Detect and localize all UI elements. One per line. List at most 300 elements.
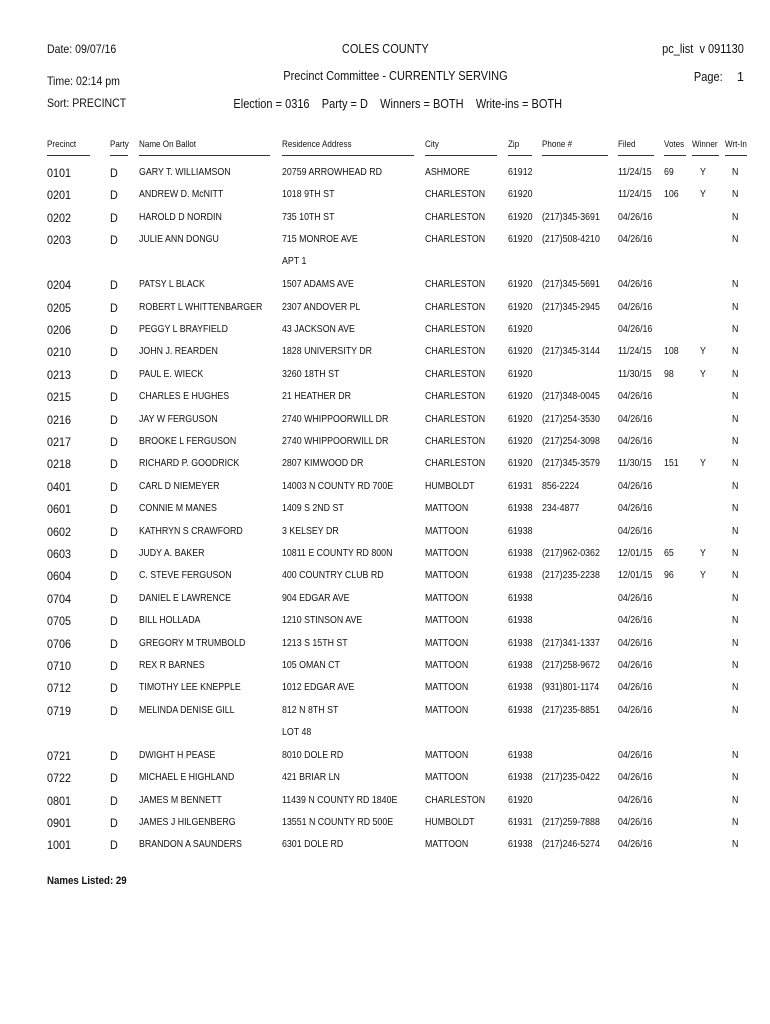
writein-cell: N	[732, 457, 739, 470]
names-listed: Names Listed: 29	[47, 875, 127, 887]
precinct-cell: 0721	[47, 748, 72, 763]
report-time: Time: 02:14 pm	[47, 74, 120, 88]
precinct-cell: 0101	[47, 166, 72, 180]
writein-cell: N	[732, 547, 739, 559]
votes-cell: 69	[664, 166, 674, 178]
address-cell: 1018 9TH ST	[282, 188, 335, 201]
filter-wrap	[0, 95, 770, 113]
writein-cell: N	[732, 367, 739, 380]
report-date: Date: 09/07/16	[47, 42, 117, 56]
party-cell: D	[110, 166, 118, 180]
name-cell: JAY W FERGUSON	[139, 412, 218, 425]
filed-cell: 04/26/16	[618, 636, 653, 649]
filed-cell: 04/26/16	[618, 210, 653, 223]
name-cell: GREGORY M TRUMBOLD	[139, 636, 246, 649]
city-cell: CHARLESTON	[425, 345, 486, 358]
party-cell: D	[110, 748, 118, 763]
winner-cell: Y	[700, 367, 706, 380]
party-cell: D	[110, 502, 118, 517]
table-row	[0, 816, 770, 838]
zip-cell: 61938	[508, 547, 533, 559]
col-votes: Votes	[664, 139, 685, 150]
phone-cell: 234-4877	[542, 502, 580, 515]
address-cell: 1409 S 2ND ST	[282, 502, 344, 515]
name-cell: CHARLES E HUGHES	[139, 390, 230, 403]
zip-cell: 61938	[508, 569, 533, 582]
writein-cell: N	[732, 771, 739, 784]
zip-cell: 61938	[508, 591, 533, 604]
name-cell: TIMOTHY LEE KNEPPLE	[139, 681, 241, 694]
zip-cell: 61920	[508, 188, 533, 201]
address-cell: 715 MONROE AVE	[282, 233, 358, 246]
table-row	[0, 301, 770, 323]
votes-cell: 65	[664, 547, 674, 559]
name-cell: ROBERT L WHITTENBARGER	[139, 300, 263, 313]
address-cell: 20759 ARROWHEAD RD	[282, 166, 382, 178]
precinct-cell: 0217	[47, 435, 72, 449]
zip-cell: 61938	[508, 636, 533, 649]
name-cell: JAMES M BENNETT	[139, 793, 222, 806]
address-cell: 1210 STINSON AVE	[282, 614, 363, 627]
col-zip: Zip	[508, 139, 520, 150]
precinct-cell: 0601	[47, 502, 72, 517]
city-cell: CHARLESTON	[425, 367, 486, 380]
writein-cell: N	[732, 748, 739, 761]
rule-precinct	[47, 155, 90, 156]
table-row	[0, 368, 770, 390]
name-cell: ANDREW D. McNITT	[139, 188, 224, 201]
table-row	[0, 681, 770, 703]
col-city: City	[425, 139, 439, 150]
address-cell: 8010 DOLE RD	[282, 748, 344, 761]
writein-cell: N	[732, 390, 739, 403]
party-cell: D	[110, 188, 118, 203]
winner-cell: Y	[700, 166, 706, 178]
zip-cell: 61912	[508, 166, 533, 178]
city-cell: ASHMORE	[425, 166, 470, 178]
address-cell: 13551 N COUNTY RD 500E	[282, 816, 394, 828]
address-cell: 2307 ANDOVER PL	[282, 300, 361, 313]
city-cell: MATTOON	[425, 591, 469, 604]
address-cell: 735 10TH ST	[282, 210, 335, 223]
col-phone: Phone #	[542, 139, 573, 150]
address-cell: 2807 KIMWOOD DR	[282, 457, 364, 470]
writein-cell: N	[732, 323, 739, 335]
filed-cell: 04/26/16	[618, 748, 653, 761]
name-cell: MICHAEL E HIGHLAND	[139, 771, 235, 784]
zip-cell: 61920	[508, 457, 533, 470]
table-row	[0, 749, 770, 771]
name-cell: PAUL E. WIECK	[139, 367, 204, 380]
zip-cell: 61920	[508, 345, 533, 358]
party-cell: D	[110, 547, 118, 561]
col-writein: Wrt-In	[725, 139, 747, 150]
report-filter: Election = 0316 Party = D Winners = BOTH Write-ins = BOTH	[233, 97, 562, 111]
filed-cell: 04/26/16	[618, 502, 653, 515]
filed-cell: 11/30/15	[618, 457, 652, 470]
zip-cell: 61938	[508, 502, 533, 515]
precinct-cell: 0215	[47, 390, 72, 405]
phone-cell: (217)259-7888	[542, 816, 600, 828]
filed-cell: 04/26/16	[618, 614, 653, 627]
name-cell: CARL D NIEMEYER	[139, 479, 220, 492]
precinct-cell: 0201	[47, 188, 72, 203]
city-cell: CHARLESTON	[425, 278, 486, 291]
precinct-cell: 0401	[47, 479, 72, 494]
city-cell: MATTOON	[425, 614, 469, 627]
table-row	[0, 323, 770, 345]
phone-cell: (217)345-3579	[542, 457, 600, 470]
zip-cell: 61938	[508, 703, 533, 716]
party-cell: D	[110, 614, 118, 629]
precinct-cell: 0704	[47, 591, 72, 606]
name-cell: GARY T. WILLIAMSON	[139, 166, 231, 178]
precinct-cell: 0706	[47, 636, 72, 651]
party-cell: D	[110, 435, 118, 449]
zip-cell: 61920	[508, 323, 533, 335]
filed-cell: 04/26/16	[618, 771, 653, 784]
phone-cell: (217)235-0422	[542, 771, 600, 784]
name-cell: JULIE ANN DONGU	[139, 233, 219, 246]
phone-cell: (217)345-3144	[542, 345, 600, 358]
table-row	[0, 345, 770, 367]
county-title: COLES COUNTY	[341, 42, 429, 56]
city-cell: CHARLESTON	[425, 793, 486, 806]
party-cell: D	[110, 457, 118, 472]
col-party: Party	[110, 139, 129, 150]
zip-cell: 61920	[508, 435, 533, 447]
precinct-cell: 0210	[47, 345, 72, 360]
table-row	[0, 838, 770, 860]
address-cell: 6301 DOLE RD	[282, 838, 344, 851]
name-cell: BRANDON A SAUNDERS	[139, 838, 242, 851]
zip-cell: 61938	[508, 659, 533, 671]
name-cell: REX R BARNES	[139, 659, 205, 671]
filed-cell: 11/30/15	[618, 367, 652, 380]
writein-cell: N	[732, 435, 739, 447]
writein-cell: N	[732, 278, 739, 291]
table-row	[0, 233, 770, 268]
table-row	[0, 569, 770, 591]
address-cell: 21 HEATHER DR	[282, 390, 351, 403]
phone-cell: (217)254-3530	[542, 412, 600, 425]
zip-cell: 61920	[508, 233, 533, 246]
votes-cell: 106	[664, 188, 679, 201]
writein-cell: N	[732, 188, 739, 201]
address-cell: 14003 N COUNTY RD 700E	[282, 479, 394, 492]
report-subtitle: Precinct Committee - CURRENTLY SERVING	[282, 69, 508, 83]
city-cell: MATTOON	[425, 502, 469, 515]
filed-cell: 04/26/16	[618, 233, 653, 246]
table-row	[0, 771, 770, 793]
precinct-cell: 0202	[47, 210, 72, 225]
phone-cell: (217)235-2238	[542, 569, 600, 582]
table-row	[0, 413, 770, 435]
table-row	[0, 480, 770, 502]
writein-cell: N	[732, 636, 739, 649]
writein-cell: N	[732, 412, 739, 425]
city-cell: MATTOON	[425, 771, 469, 784]
precinct-cell: 0218	[47, 457, 72, 472]
name-cell: DANIEL E LAWRENCE	[139, 591, 231, 604]
writein-cell: N	[732, 569, 739, 582]
writein-cell: N	[732, 479, 739, 492]
filed-cell: 04/26/16	[618, 524, 653, 537]
address-cell: 1012 EDGAR AVE	[282, 681, 355, 694]
writein-cell: N	[732, 345, 739, 358]
precinct-cell: 0722	[47, 771, 72, 786]
table-row	[0, 188, 770, 210]
name-cell: JUDY A. BAKER	[139, 547, 205, 559]
address-cell: 1507 ADAMS AVE	[282, 278, 354, 291]
writein-cell: N	[732, 233, 739, 246]
party-cell: D	[110, 838, 118, 853]
address-cell: 400 COUNTRY CLUB RD	[282, 569, 384, 582]
name-cell: RICHARD P. GOODRICK	[139, 457, 240, 470]
precinct-cell: 0801	[47, 793, 72, 808]
precinct-cell: 0712	[47, 681, 72, 696]
page-label: Page:	[693, 70, 723, 84]
party-cell: D	[110, 323, 118, 337]
writein-cell: N	[732, 210, 739, 223]
city-cell: MATTOON	[425, 524, 469, 537]
filed-cell: 04/26/16	[618, 390, 653, 403]
winner-cell: Y	[700, 188, 706, 201]
city-cell: CHARLESTON	[425, 210, 486, 223]
zip-cell: 61920	[508, 412, 533, 425]
table-row	[0, 659, 770, 681]
rule-zip	[508, 155, 532, 156]
col-filed: Filed	[618, 139, 636, 150]
table-row	[0, 278, 770, 300]
city-cell: MATTOON	[425, 748, 469, 761]
zip-cell: 61920	[508, 390, 533, 403]
filed-cell: 12/01/15	[618, 547, 653, 559]
name-cell: PATSY L BLACK	[139, 278, 205, 291]
rule-phone	[542, 155, 608, 156]
filed-cell: 12/01/15	[618, 569, 653, 582]
phone-cell: (217)345-2945	[542, 300, 600, 313]
rule-party	[110, 155, 128, 156]
writein-cell: N	[732, 816, 739, 828]
address-cell: 2740 WHIPPOORWILL DR	[282, 435, 389, 447]
zip-cell: 61938	[508, 681, 533, 694]
subtitle-wrap	[0, 67, 770, 85]
party-cell: D	[110, 524, 118, 539]
zip-cell: 61931	[508, 479, 533, 492]
precinct-cell: 0710	[47, 659, 72, 673]
col-address: Residence Address	[282, 139, 352, 150]
address-cell: 2740 WHIPPOORWILL DR	[282, 412, 389, 425]
party-cell: D	[110, 659, 118, 673]
table-row	[0, 547, 770, 569]
city-cell: CHARLESTON	[425, 188, 486, 201]
table-row	[0, 592, 770, 614]
col-precinct: Precinct	[47, 139, 77, 150]
name-cell: KATHRYN S CRAWFORD	[139, 524, 243, 537]
city-cell: MATTOON	[425, 636, 469, 649]
party-cell: D	[110, 233, 118, 248]
city-cell: MATTOON	[425, 547, 469, 559]
city-cell: CHARLESTON	[425, 233, 486, 246]
city-cell: MATTOON	[425, 659, 469, 671]
report-id: pc_list v 091130	[662, 42, 744, 56]
writein-cell: N	[732, 793, 739, 806]
phone-cell: (217)254-3098	[542, 435, 600, 447]
filed-cell: 04/26/16	[618, 703, 653, 716]
writein-cell: N	[732, 502, 739, 515]
filed-cell: 04/26/16	[618, 278, 653, 291]
table-row	[0, 637, 770, 659]
page-number: 1	[737, 70, 744, 84]
filed-cell: 04/26/16	[618, 659, 653, 671]
writein-cell: N	[732, 166, 739, 178]
party-cell: D	[110, 771, 118, 786]
table-row	[0, 166, 770, 188]
phone-cell: (217)508-4210	[542, 233, 600, 246]
precinct-cell: 0719	[47, 703, 72, 718]
zip-cell: 61938	[508, 748, 533, 761]
address-line2-cell: LOT 48	[282, 725, 312, 738]
precinct-cell: 0216	[47, 412, 72, 427]
votes-cell: 98	[664, 367, 674, 380]
col-winner: Winner	[692, 139, 718, 150]
filed-cell: 04/26/16	[618, 479, 653, 492]
party-cell: D	[110, 390, 118, 405]
party-cell: D	[110, 816, 118, 830]
name-cell: JOHN J. REARDEN	[139, 345, 218, 358]
zip-cell: 61938	[508, 838, 533, 851]
party-cell: D	[110, 569, 118, 584]
party-cell: D	[110, 591, 118, 606]
address-cell: 421 BRIAR LN	[282, 771, 340, 784]
table-row	[0, 390, 770, 412]
party-cell: D	[110, 793, 118, 808]
address-cell: 812 N 8TH ST	[282, 703, 339, 716]
party-cell: D	[110, 636, 118, 651]
winner-cell: Y	[700, 547, 706, 559]
rule-name	[139, 155, 270, 156]
name-cell: JAMES J HILGENBERG	[139, 816, 236, 828]
phone-cell: (217)345-5691	[542, 278, 600, 291]
precinct-cell: 0206	[47, 323, 72, 337]
address-cell: 1828 UNIVERSITY DR	[282, 345, 373, 358]
filed-cell: 11/24/15	[618, 188, 652, 201]
report-sort: Sort: PRECINCT	[47, 96, 127, 110]
city-cell: CHARLESTON	[425, 390, 486, 403]
filed-cell: 04/26/16	[618, 838, 653, 851]
filed-cell: 04/26/16	[618, 412, 653, 425]
table-row	[0, 614, 770, 636]
city-cell: MATTOON	[425, 838, 469, 851]
filed-cell: 11/24/15	[618, 345, 652, 358]
votes-cell: 151	[664, 457, 679, 470]
city-cell: MATTOON	[425, 569, 469, 582]
party-cell: D	[110, 367, 118, 382]
zip-cell: 61920	[508, 278, 533, 291]
precinct-cell: 0705	[47, 614, 72, 629]
party-cell: D	[110, 278, 118, 293]
name-cell: BROOKE L FERGUSON	[139, 435, 237, 447]
writein-cell: N	[732, 681, 739, 694]
party-cell: D	[110, 703, 118, 718]
zip-cell: 61931	[508, 816, 533, 828]
precinct-cell: 0604	[47, 569, 72, 584]
filed-cell: 04/26/16	[618, 591, 653, 604]
table-row	[0, 435, 770, 457]
precinct-cell: 0203	[47, 233, 72, 248]
votes-cell: 96	[664, 569, 674, 582]
phone-cell: (217)962-0362	[542, 547, 600, 559]
filed-cell: 04/26/16	[618, 681, 653, 694]
city-cell: CHARLESTON	[425, 323, 486, 335]
writein-cell: N	[732, 524, 739, 537]
table-row	[0, 502, 770, 524]
address-cell: 105 OMAN CT	[282, 659, 340, 671]
phone-cell: (217)345-3691	[542, 210, 600, 223]
precinct-cell: 0205	[47, 300, 72, 315]
precinct-cell: 0901	[47, 816, 72, 830]
name-cell: C. STEVE FERGUSON	[139, 569, 232, 582]
phone-cell: (931)801-1174	[542, 681, 600, 694]
col-name: Name On Ballot	[139, 139, 197, 150]
precinct-cell: 0204	[47, 278, 72, 293]
table-row	[0, 794, 770, 816]
city-cell: CHARLESTON	[425, 435, 486, 447]
rule-winner	[692, 155, 719, 156]
filed-cell: 04/26/16	[618, 323, 653, 335]
votes-cell: 108	[664, 345, 679, 358]
city-cell: CHARLESTON	[425, 457, 486, 470]
city-cell: HUMBOLDT	[425, 479, 475, 492]
address-cell: 3260 18TH ST	[282, 367, 340, 380]
phone-cell: 856-2224	[542, 479, 580, 492]
name-cell: HAROLD D NORDIN	[139, 210, 222, 223]
rule-address	[282, 155, 414, 156]
filed-cell: 04/26/16	[618, 793, 653, 806]
address-cell: 1213 S 15TH ST	[282, 636, 348, 649]
precinct-cell: 0603	[47, 547, 72, 561]
party-cell: D	[110, 479, 118, 494]
city-cell: HUMBOLDT	[425, 816, 475, 828]
zip-cell: 61920	[508, 793, 533, 806]
writein-cell: N	[732, 838, 739, 851]
writein-cell: N	[732, 300, 739, 313]
precinct-cell: 0213	[47, 367, 72, 382]
zip-cell: 61920	[508, 300, 533, 313]
page-info	[690, 68, 744, 86]
winner-cell: Y	[700, 457, 706, 470]
filed-cell: 04/26/16	[618, 816, 653, 828]
table-row	[0, 525, 770, 547]
address-line2-cell: APT 1	[282, 255, 307, 268]
table-row	[0, 211, 770, 233]
rule-filed	[618, 155, 654, 156]
table-row	[0, 457, 770, 479]
phone-cell: (217)235-8851	[542, 703, 600, 716]
party-cell: D	[110, 210, 118, 225]
rule-writein	[725, 155, 747, 156]
filed-cell: 11/24/15	[618, 166, 652, 178]
winner-cell: Y	[700, 569, 706, 582]
table-row	[0, 703, 770, 738]
name-cell: MELINDA DENISE GILL	[139, 703, 235, 716]
name-cell: CONNIE M MANES	[139, 502, 217, 515]
name-cell: DWIGHT H PEASE	[139, 748, 216, 761]
party-cell: D	[110, 300, 118, 315]
filed-cell: 04/26/16	[618, 435, 653, 447]
report-id-wrap	[651, 40, 744, 58]
